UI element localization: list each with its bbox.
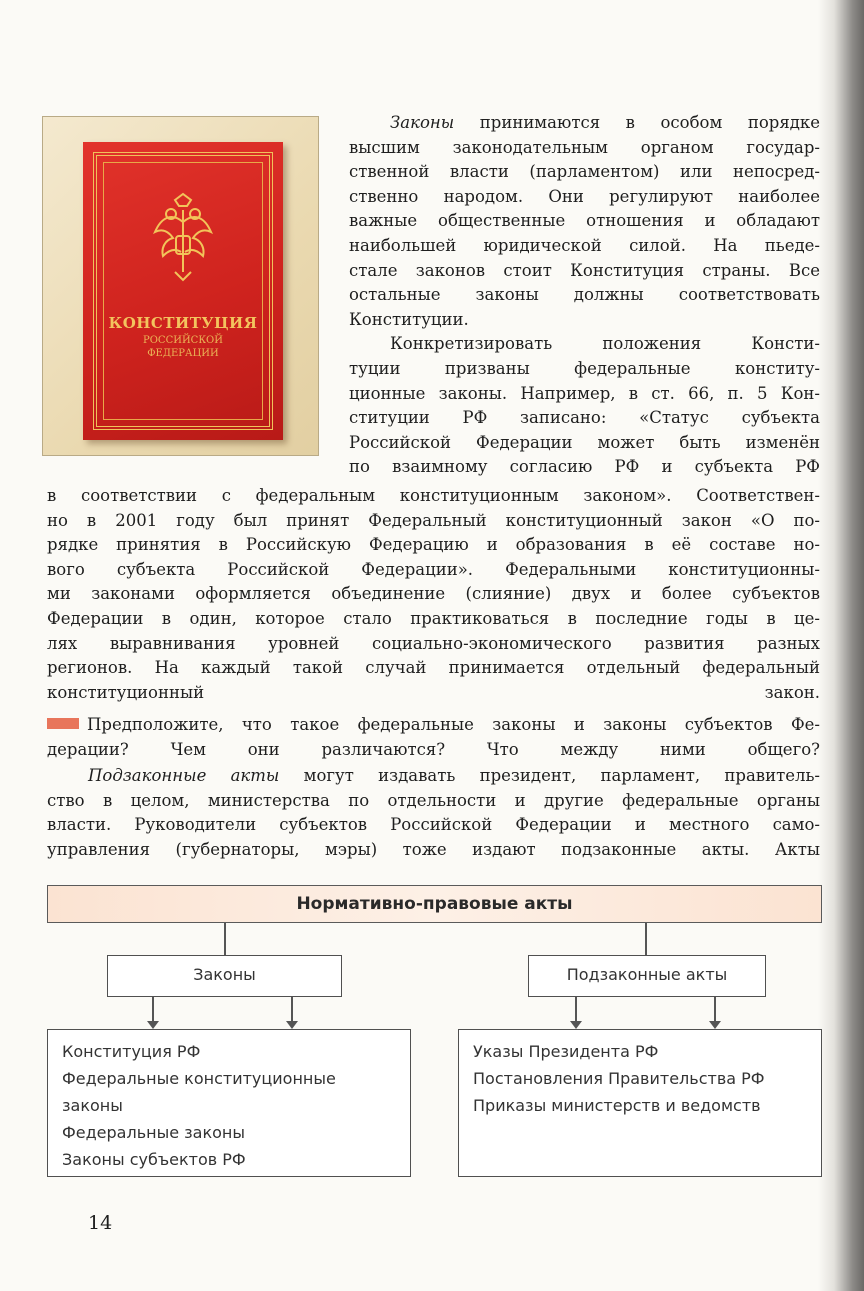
arrow-down-icon	[224, 923, 226, 957]
text-line: высшим законодательным органом государ-	[349, 137, 820, 157]
text-line: стале законов стоит Конституция страны. Все	[349, 260, 820, 280]
text-line: лях выравнивания уровней социально-экономического развития разных	[47, 633, 820, 653]
book-title: КОНСТИТУЦИЯ	[108, 314, 258, 332]
text-line: власти. Руководители субъектов Российской Федерации и местного само-	[47, 815, 820, 835]
text-line: туции призваны федеральные конститу-	[349, 358, 820, 378]
list-item: Приказы министерств и ведомств	[473, 1096, 761, 1115]
arrow-down-icon	[645, 923, 647, 957]
list-item: Постановления Правительства РФ	[473, 1069, 765, 1088]
text-line: остальные законы должны соответствовать	[349, 285, 820, 305]
text-fragment: могут издавать президент, парламент, правитель-	[279, 766, 820, 785]
text-line: вого субъекта Российской Федерации». Федеральными конституционны-	[47, 559, 820, 579]
text-line: Конкретизировать положения Консти-	[390, 334, 820, 354]
text-line: важные общественные отношения и обладают	[349, 211, 820, 231]
text-line: рядке принятия в Российскую Федерацию и образования в её составе но-	[47, 535, 820, 555]
arrow-down-icon	[291, 997, 293, 1023]
list-item: Законы субъектов РФ	[62, 1150, 246, 1169]
text-fragment: принимаются в особом порядке	[454, 113, 820, 132]
book-subtitle-line-1: РОССИЙСКОЙ	[143, 335, 223, 346]
text-line: в соответствии с федеральным конституционным законом». Соответствен-	[47, 486, 820, 505]
text-line: ственной власти (парламентом) или непосред-	[349, 162, 820, 182]
text-line: Российской Федерации может быть изменён	[349, 432, 820, 452]
text-line: регионов. На каждый такой случай принимается отдельный федеральный	[47, 658, 820, 678]
list-item: Федеральные законы	[62, 1123, 246, 1142]
subordinate-acts-list-box	[458, 1029, 822, 1177]
text-line: ми законами оформляется объединение (слияние) двух и более субъектов	[47, 584, 820, 604]
text-line: по взаимному согласию РФ и субъекта РФ	[349, 457, 820, 477]
text-line: ственно народом. Они регулируют наиболее	[349, 186, 820, 206]
arrow-down-icon	[575, 997, 577, 1023]
text-line: но в 2001 году был принят Федеральный конституционный закон «О по-	[47, 510, 820, 530]
list-item: законы	[62, 1096, 123, 1115]
question-line-2: дерации? Чем они различаются? Что между ними общего?	[47, 739, 820, 759]
text-line: Конституции.	[349, 309, 469, 329]
question-line-1: Предположите, что такое федеральные законы и законы субъектов Фе-	[87, 715, 820, 734]
list-item: Федеральные конституционные	[62, 1069, 336, 1088]
book-subtitle-line-2: ФЕДЕРАЦИИ	[147, 348, 219, 359]
arrow-down-icon	[714, 997, 716, 1023]
text-line: ционные законы. Например, в ст. 66, п. 5 Кон-	[349, 383, 820, 403]
page-number: 14	[88, 1212, 113, 1234]
subordinate-acts-box: Подзаконные акты	[528, 955, 766, 997]
diagram-title: Нормативно-правовые акты	[47, 885, 822, 923]
list-item: Конституция РФ	[62, 1042, 201, 1061]
term-laws: Законы	[390, 113, 455, 132]
list-item: Указы Президента РФ	[473, 1042, 659, 1061]
term-subordinate-acts: Подзаконные акты	[88, 766, 280, 785]
text-line: наибольшей юридической силой. На пьеде-	[349, 235, 820, 255]
text-line: ституции РФ записано: «Статус субъекта	[349, 408, 820, 428]
text-line: ство в целом, министерства по отдельности и другие федеральные органы	[47, 790, 820, 810]
text-line: конституционный закон.	[47, 682, 820, 702]
text-line: Федерации в один, которое стало практиковаться в последние годы в це-	[47, 608, 820, 628]
laws-list-box	[47, 1029, 411, 1177]
text-line: управления (губернаторы, мэры) тоже издают подзаконные акты. Акты	[47, 839, 820, 859]
laws-box: Законы	[107, 955, 342, 997]
arrow-down-icon	[152, 997, 154, 1023]
